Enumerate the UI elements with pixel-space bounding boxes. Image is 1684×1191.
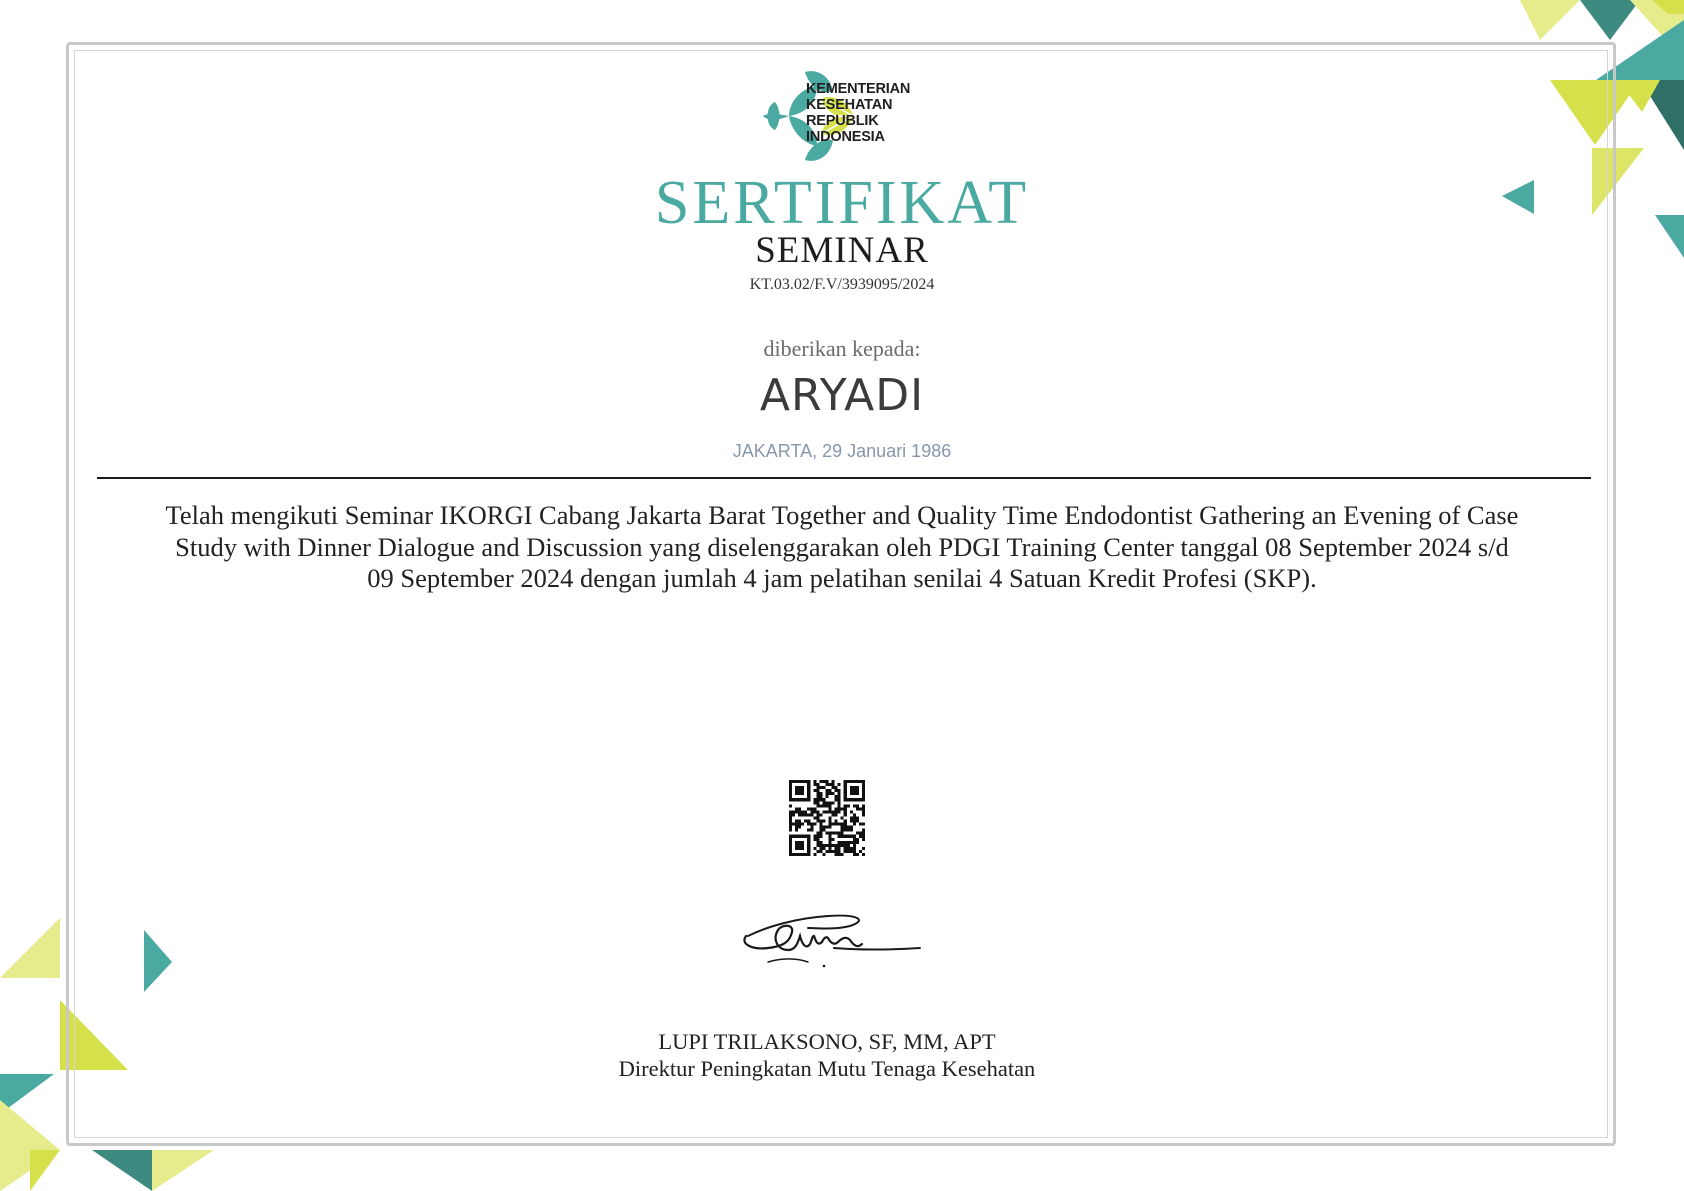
ministry-name-line: KEMENTERIAN bbox=[806, 81, 911, 97]
signatory-role: Direktur Peningkatan Mutu Tenaga Kesehatan bbox=[618, 1056, 1036, 1081]
certificate-title: SERTIFIKAT bbox=[654, 169, 1030, 237]
ministry-name-line: INDONESIA bbox=[806, 129, 885, 145]
ministry-name-line: KESEHATAN bbox=[806, 97, 893, 113]
certificate-number: KT.03.02/F.V/3939095/2024 bbox=[749, 276, 935, 293]
ministry-name bbox=[806, 81, 910, 145]
recipient-birth-info: JAKARTA, 29 Januari 1986 bbox=[732, 441, 952, 461]
divider-line bbox=[97, 477, 1591, 479]
certificate-subtitle: SEMINAR bbox=[755, 230, 929, 271]
certificate-body-text: Telah mengikuti Seminar IKORGI Cabang Jakarta Barat Together and Quality Time Endodontist Gathering an Evening of Case Study with Dinner Dialogue and Discussion yang diselenggarakan oleh PDGI Training Center tanggal 08 September 2024 s/d 09 September 2024 dengan jumlah 4 jam pelatihan senilai 4 Satuan Kredit Profesi (SKP). bbox=[165, 500, 1519, 593]
recipient-name: ARYADI bbox=[759, 370, 925, 421]
ministry-name-line: REPUBLIK bbox=[806, 113, 879, 129]
qr-code-icon[interactable] bbox=[789, 780, 865, 856]
given-to-label: diberikan kepada: bbox=[763, 336, 921, 361]
signatory-name: LUPI TRILAKSONO, SF, MM, APT bbox=[658, 1029, 996, 1054]
signature-image bbox=[738, 906, 922, 978]
